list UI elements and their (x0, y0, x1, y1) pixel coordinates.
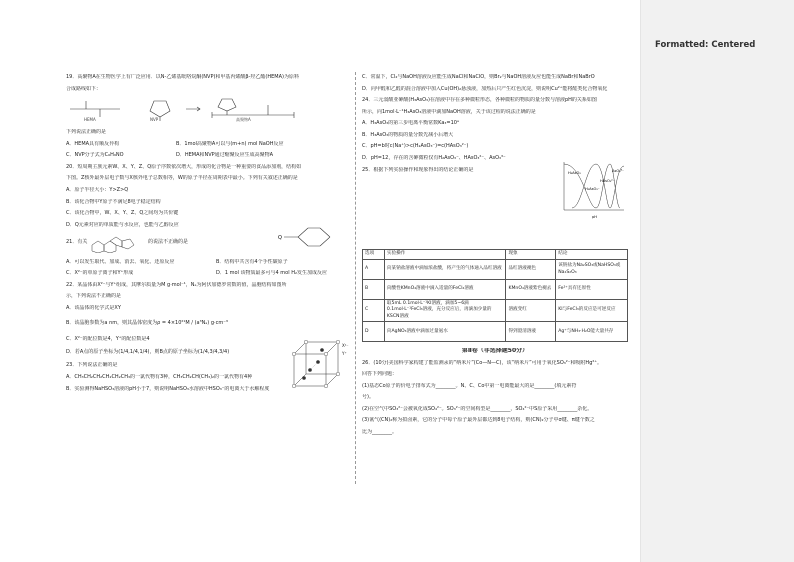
polymer-a-label: 高聚物A (236, 117, 251, 123)
q23-option-d: D．向甲醛和乙醛的混合溶液中加入Cu(OH)₂悬浊液，加热后只产生红色沉淀，则说明Cu²⁺能将醛类化合物氧化 (362, 85, 608, 92)
q19-option-a (66, 141, 350, 147)
q26-part2: (2)在空气中SO₃²⁻会被氧化成SO₄²⁻。SO₃²⁻的空间构型是________，SO₄²⁻中S原子采用________杂化。 (362, 405, 593, 412)
table-cell: KI与FeCl₃的反应是可逆反应 (556, 300, 628, 322)
q25-table (362, 249, 628, 342)
q20-stem-cont: 下图。Z核外最外层电子数与X核外电子总数相等，W的原子半径在周期表中最小。下列有关叙述正确的是 (66, 175, 298, 182)
left-column (66, 74, 350, 397)
comment-sidebar (640, 0, 794, 562)
table-cell: 向酸性KMnO₄溶液中滴入适量的FeCl₂溶液 (384, 280, 506, 300)
reaction-arrow (184, 97, 204, 123)
q23-option-c: C．常温下，Cl₂与NaOH溶液反应能生成NaCl和NaClO，则Br₂与NaOH溶液反应也能生成NaBr和NaBrO (362, 74, 595, 80)
q21-option-a-text: A．可以发生取代、加成、消去、氧化、还原反应 (66, 258, 175, 265)
q23-stem: 23．下列说法正确的是 (66, 362, 118, 369)
polymer-a-structure (208, 97, 298, 123)
q26-stem-cont: 回答下列问题： (362, 371, 398, 378)
q19-option-b-text: B．1mol高聚物A可以与(m+n) mol NaOH反应 (176, 140, 284, 147)
q21-option-b-text: B．结构中共含有4个手性碳原子 (216, 258, 288, 265)
q22-option-d: D．若A点的原子坐标为(1/4,1/4,1/4)，则B点的原子坐标为(1/4,3/4,3/4) (66, 349, 230, 356)
q21-option-c-text: C．X²⁻的单原子离子和Y⁺形成 (66, 270, 134, 277)
table-cell: C (363, 300, 385, 322)
table-cell: 得到澄清溶液 (506, 322, 556, 342)
q26-stem: 26．(10分)美国科学家构建了能监测汞的“纳米片”(Co—N—C)，该“纳米片”可用于氧化SO₃²⁻和吸附Hg²⁺。 (362, 359, 603, 366)
nvp-label: NVP (150, 117, 159, 123)
table-header-cell: 结论 (556, 250, 628, 260)
q22-option-a: A．该晶体的化学式是XY (66, 304, 121, 311)
formatted-comment-label[interactable]: Formatted: Centered (655, 40, 756, 50)
right-column (362, 74, 628, 436)
svg-text:Q: Q (278, 235, 282, 241)
q19-stem-cont: 合成路线如下： (66, 85, 102, 92)
q20-option-d: D．Q元素对应的单质能与水反应，也能与乙醇反应 (66, 221, 179, 228)
q23-option-b: B．实验测得NaHSO₃溶液的pH小于7，则说明NaHSO₃水溶液中HSO₃⁻的电离大于水解程度 (66, 385, 270, 392)
q21-options-cd (66, 270, 350, 276)
table-cell: A (363, 260, 385, 280)
table-cell: D (363, 322, 385, 342)
q22-crystal-cell (288, 336, 350, 394)
table-cell: KMnO₄溶液紫色褪去 (506, 280, 556, 300)
hema-structure (66, 97, 126, 123)
table-row (363, 280, 628, 300)
q22-option-c: C．X²⁻的配位数是4，Y⁺的配位数是4 (66, 335, 150, 342)
q19-option-a-text: A．HEMA具有顺反异构 (66, 140, 120, 147)
q22-stem-cont: 示，下列说法不正确的是 (66, 293, 122, 300)
q21-stem (66, 233, 350, 253)
q19-option-c (66, 152, 350, 158)
table-row (363, 300, 628, 322)
q26-part3: (3)氰气(CN)₂称为拟卤素，它的分子中每个原子最外层都达到8电子结构，则(CN)₂分子中σ键、π键个数之 (362, 417, 595, 424)
hema-label: HEMA (84, 117, 96, 123)
q22-cell-legend (342, 342, 348, 358)
q21-options-ab (66, 259, 350, 265)
column-divider (355, 72, 356, 484)
q24-option-b: B．H₃AsO₃的物质的量分数先减小后增大 (362, 131, 454, 138)
q21-stem-text: 21．有关 (66, 239, 88, 246)
q19-option-d-text: D．HEMA和NVP通过缩聚反应生成高聚物A (176, 152, 274, 159)
legend-y: Y⁺ (342, 351, 347, 356)
table-cell: Fe²⁺具有还原性 (556, 280, 628, 300)
q23-option-a: A．CH₃CH₂CH₂CH₂CH₂CH₃的一氯代物有3种，CH₃CH₂CH(CH₃)₂的一氯代物有4种 (66, 373, 253, 380)
q26-part3-cont: 比为________。 (362, 429, 398, 436)
table-cell: 向AgNO₃溶液中滴加过量氨水 (384, 322, 506, 342)
q19-stem: 19．高聚物A在生物医学上有广泛应用．以N-乙烯基吡咯烷酮(NVP)和甲基丙烯酸β-羟乙酯(HEMA)为原料 (66, 74, 299, 80)
table-cell: B (363, 280, 385, 300)
table-header-cell: 选项 (363, 250, 385, 260)
table-row (363, 260, 628, 280)
table-cell: 溶液变红 (506, 300, 556, 322)
q24-speciation-chart (558, 158, 628, 220)
q21-steroid-structure (88, 233, 144, 253)
q24-option-a: A．H₃AsO₃的第三步电离平衡常数Ka₃=10ᵃ (362, 120, 459, 127)
q20-option-b: B．该化合物中Y原子不满足8电子稳定结构 (66, 198, 161, 205)
table-row (363, 322, 628, 342)
table-cell: 品红溶液褪色 (506, 260, 556, 280)
q19-option-c-text: C．NVP分子式为C₆H₉NO (66, 152, 124, 159)
chart-xlabel: pH (592, 215, 597, 219)
q21-option-d-text: D．1 mol 该物质最多可与4 mol H₂发生加成反应 (216, 270, 327, 277)
q24-option-d: D．pH=12，存在的含砷微粒仅有H₂AsO₃⁻、HAsO₃²⁻、AsO₃³⁻ (362, 155, 506, 162)
series-label-haso3: HAsO₃²⁻ (600, 179, 615, 183)
legend-x: X²⁻ (342, 343, 349, 348)
table-header-row (363, 250, 628, 260)
q19-structures (66, 97, 350, 123)
part-two-heading: 第Ⅱ卷（非选择题50分） (461, 348, 529, 354)
table-cell: 取5mL 0.1mol·L⁻¹KI溶液，滴加5~6滴0.1mol·L⁻¹FeCl₃溶液，充分反应后，再滴加少量的KSCN溶液 (384, 300, 506, 322)
q26-part1-cont: 号)。 (362, 394, 374, 401)
series-label-h2aso3: H₂AsO₃⁻ (585, 187, 600, 191)
q24-option-c: C．pH=b时c(Na⁺)>c(H₂AsO₃⁻)=c(HAsO₃²⁻) (362, 143, 469, 150)
q25-stem: 25．根据下列实验操作和现象得出的结论正确的是 (362, 166, 474, 173)
q21-stem-text2: 的说法不正确的是 (148, 239, 189, 246)
table-header-cell: 实验操作 (384, 250, 506, 260)
table-cell: 该钠盐为Na₂SO₃或NaHSO₃或Na₂S₂O₃ (556, 260, 628, 280)
q22-stem: 22．某晶体由X²⁻与Y⁺组成，其摩尔质量为M g·mol⁻¹，Nₐ为阿伏加德罗常数的值，晶胞结构如图所 (66, 281, 287, 288)
q24-stem: 24．三元弱酸亚砷酸(H₃AsO₃)在溶液中存在多种微粒形态，各种微粒的物质的量分数与溶液pH的关系如图 (362, 97, 597, 104)
q19-question: 下列说法正确的是 (66, 129, 107, 136)
series-label-aso3: AsO₃³⁻ (612, 169, 624, 173)
table-cell: Ag⁺与NH₃·H₂O能大量共存 (556, 322, 628, 342)
q20-option-a: A．原子半径大小：Y>Z>Q (66, 187, 129, 194)
q20-stem: 20．短周期主族元素W、X、Y、Z、Q原子序数依次增大，形成的化合物是一种重要的食品添加剂，结构如 (66, 163, 302, 170)
table-cell: 向某钠盐溶液中滴加浓盐酸，将产生的气体通入品红溶液 (384, 260, 506, 280)
table-header-cell: 现象 (506, 250, 556, 260)
q22-option-b: B．该晶胞参数为a nm，则其晶体密度为ρ = 4×10²¹M / (a³Nₐ) g·cm⁻³ (66, 320, 228, 327)
q24-stem-cont: 所示，向1mol·L⁻¹H₃AsO₃溶液中滴加NaOH溶液，关于该过程的说法正确的是 (362, 108, 536, 115)
q20-option-c: C．该化合物中，W、X、Y、Z、Q之间均为共价键 (66, 210, 179, 217)
q26-part1: (1)基态Co原子的价电子排布式为________。N、C、Co中第一电离能最大的是________(填元素符 (362, 382, 577, 389)
series-label-h3aso3: H₃AsO₃ (568, 171, 581, 175)
